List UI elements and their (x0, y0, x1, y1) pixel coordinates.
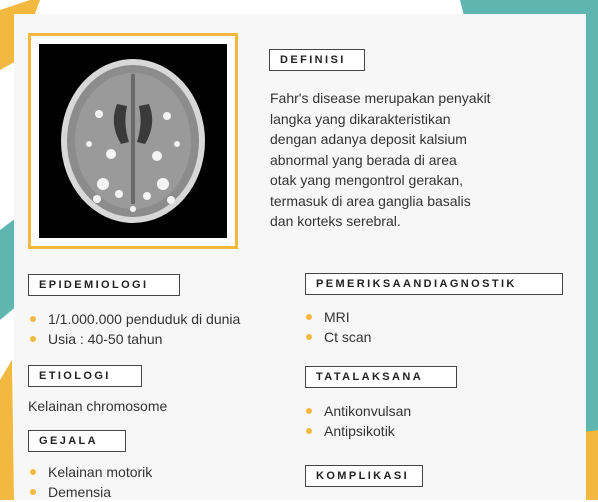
bullet-icon (306, 428, 312, 434)
list-item (304, 421, 411, 441)
complications-title (305, 465, 423, 487)
list-item (304, 307, 371, 327)
list-item-text: Ct scan (324, 329, 372, 345)
list-item-text: Antikonvulsan (324, 403, 412, 419)
symptoms-title (28, 430, 126, 452)
epidemiology-title-text: EPIDEMIOLOGI (39, 279, 149, 291)
list-item (304, 401, 411, 421)
bullet-icon (306, 314, 312, 320)
bullet-icon (30, 489, 36, 495)
list-item (304, 327, 371, 347)
definition-line: langka yang dikarakteristikan (270, 110, 451, 127)
list-item-text: Kelainan motorik (48, 464, 153, 480)
diagnostics-title (305, 273, 563, 295)
epidemiology-list (28, 309, 240, 349)
bullet-icon (30, 469, 36, 475)
definition-line: dan korteks serebral. (270, 213, 401, 229)
treatment-list (304, 401, 411, 441)
complications-title-text: KOMPLIKASI (316, 470, 410, 482)
bullet-icon (306, 334, 312, 340)
image-frame (28, 33, 238, 249)
list-item-text: Usia : 40-50 tahun (48, 331, 163, 347)
definition-line: dengan adanya deposit kalsium (270, 131, 467, 147)
brain-ct-scan-icon (39, 44, 227, 238)
definition-title-text: DEFINISI (280, 54, 346, 66)
list-item (28, 482, 152, 502)
yellow-brush-bottom-left (0, 360, 14, 500)
definition-text (270, 88, 580, 232)
bullet-icon (30, 316, 36, 322)
definition-line: termasuk di area ganglia basalis (270, 192, 471, 209)
etiology-title (28, 365, 142, 387)
list-item-text: Antipsikotik (324, 423, 395, 439)
etiology-title-text: ETIOLOGI (39, 370, 111, 382)
brain-ct-image (39, 44, 227, 238)
diagnostics-list (304, 307, 371, 347)
symptoms-title-text: GEJALA (39, 435, 99, 447)
list-item-text: 1/1.000.000 penduduk di dunia (48, 311, 241, 327)
list-item (28, 462, 152, 482)
bullet-icon (30, 336, 36, 342)
etiology-text: Kelainan chromosome (28, 398, 168, 414)
definition-line: otak yang mengontrol gerakan, (270, 172, 464, 188)
epidemiology-title (28, 274, 180, 296)
definition-line: Fahr's disease merupakan penyakit (270, 90, 491, 106)
list-item-text: MRI (324, 309, 350, 325)
definition-line: abnormal yang berada di area (270, 151, 457, 168)
bullet-icon (306, 408, 312, 414)
list-item (28, 329, 240, 349)
list-item-text: Demensia (48, 484, 112, 500)
diagnostics-title-text: PEMERIKSAANDIAGNOSTIK (316, 278, 517, 290)
definition-title (269, 49, 365, 71)
list-item (28, 309, 240, 329)
symptoms-list (28, 462, 152, 502)
treatment-title-text: TATALAKSANA (316, 371, 424, 383)
treatment-title (305, 366, 457, 388)
